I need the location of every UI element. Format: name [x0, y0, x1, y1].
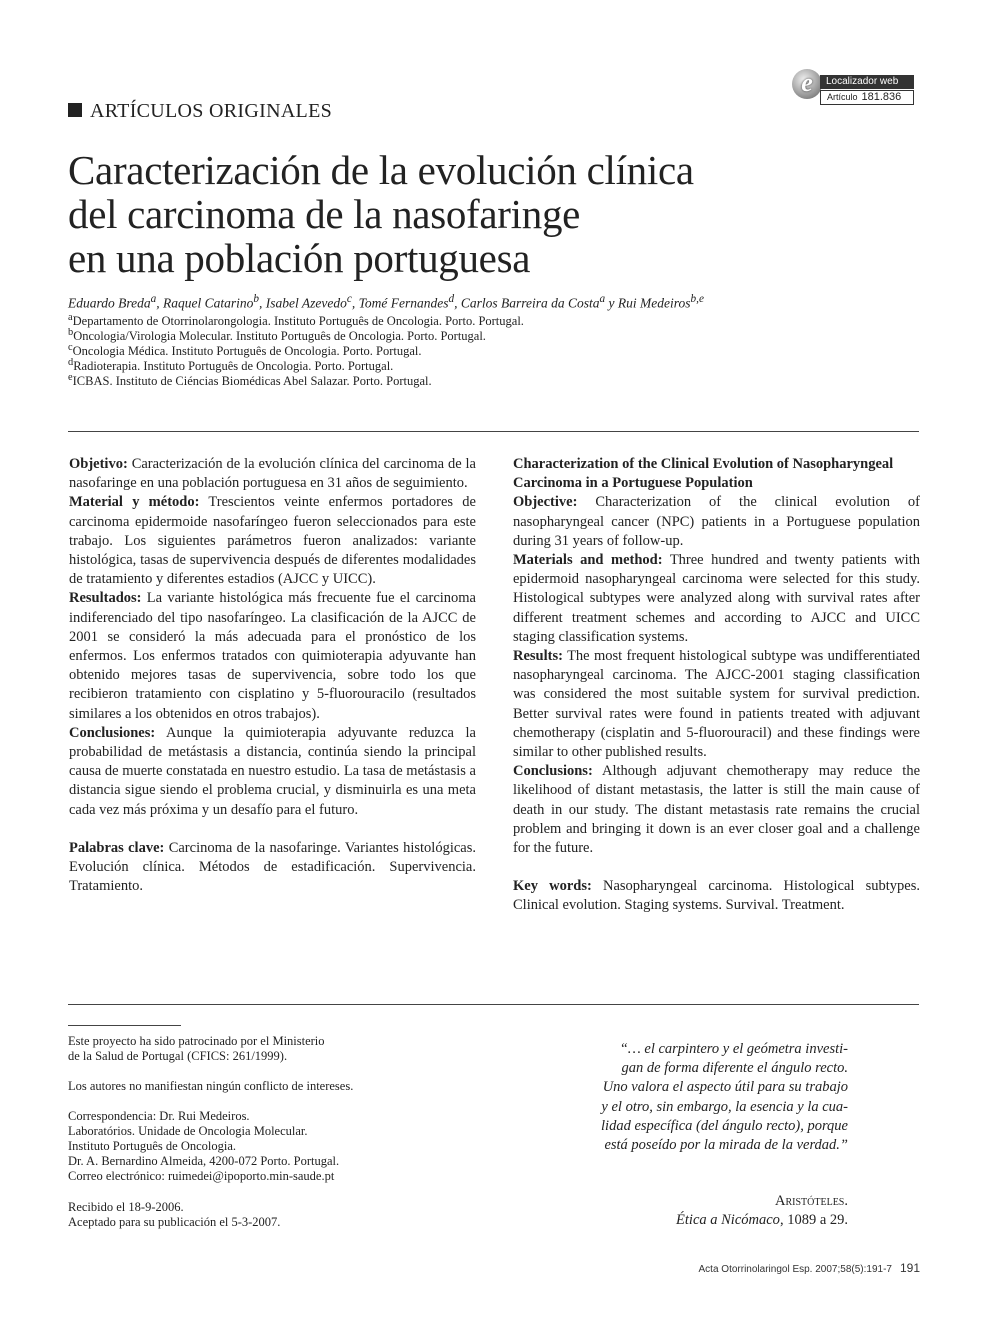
- abstract-label: Material y método:: [69, 494, 200, 511]
- correspondence-note: [68, 1109, 339, 1184]
- affiliation-text: ICBAS. Instituto de Ciéncias Biomédicas Abel Salazar. Porto. Portugal.: [72, 374, 432, 389]
- affiliation-text: Departamento de Otorrinolarongologia. Instituto Português de Oncologia. Porto. Portugal.: [72, 314, 524, 329]
- affiliation-sup: d: [68, 357, 74, 368]
- affiliation-text: Oncologia Médica. Instituto Português de Oncologia. Porto. Portugal.: [72, 344, 422, 359]
- received-date: Recibido el 18-9-2006.: [68, 1200, 184, 1214]
- quote-line: y el otro, sin embargo, la esencia y la cua-: [601, 1098, 848, 1115]
- article-title: [68, 148, 828, 280]
- funding-note: [68, 1034, 325, 1064]
- quote-work-ref: , 1089 a 29.: [779, 1212, 848, 1228]
- abstract-methods: [513, 551, 920, 647]
- journal-citation: Acta Otorrinolaringol Esp. 2007;58(5):191-7: [698, 1264, 892, 1275]
- author-sup: b: [253, 293, 259, 305]
- section-heading: [68, 100, 332, 123]
- quote-work-title: Ética a Nicómaco: [676, 1212, 780, 1228]
- section-label: ARTÍCULOS ORIGINALES: [90, 100, 333, 122]
- author-name: Eduardo Breda: [68, 295, 151, 311]
- footnote-rule: [68, 1025, 181, 1026]
- abstract-spanish: [69, 455, 476, 896]
- square-bullet-icon: [68, 103, 82, 117]
- quote-author: Aristóteles.: [775, 1193, 848, 1209]
- author-name: Isabel Azevedo: [265, 295, 347, 311]
- abstract-text: Caracterización de la evolución clínica del carcinoma de la nasofaringe en una población portuguesa en 31 años de seguimiento.: [69, 456, 476, 492]
- affiliation-sup: a: [68, 312, 73, 323]
- affiliation: [68, 370, 432, 389]
- abstract-objective: [513, 493, 920, 551]
- abstract-label: Palabras clave:: [69, 839, 165, 856]
- e-logo-icon: e: [792, 69, 822, 99]
- abstract-label: Conclusiones:: [69, 724, 156, 741]
- article-number: 181.836: [861, 91, 902, 103]
- abstract-label: Materials and method:: [513, 552, 663, 569]
- author-name: Rui Medeiros: [617, 295, 691, 311]
- journal-footer: [620, 1261, 920, 1275]
- abstract-keywords: [69, 839, 476, 897]
- affiliation-sup: c: [68, 342, 73, 353]
- correspondence-email: Correo electrónico: ruimedei@ipoporto.min-saude.pt: [68, 1169, 335, 1183]
- funding-line: de la Salud de Portugal (CFICS: 261/1999).: [68, 1049, 288, 1063]
- top-divider: [68, 431, 919, 432]
- abstract-label: Objective:: [513, 494, 578, 511]
- web-locator-badge: [790, 68, 916, 108]
- epigraph-quote: [570, 1040, 848, 1155]
- accepted-date: Aceptado para su publicación el 5-3-2007.: [68, 1215, 281, 1229]
- author-name: Tomé Fernandes: [358, 295, 449, 311]
- title-line: del carcinoma de la nasofaringe: [68, 191, 581, 237]
- title-line: Caracterización de la evolución clínica: [68, 147, 694, 193]
- abstract-text: Although adjuvant chemotherapy may reduce the likelihood of distant metastasis, the latter is still the main cause of death in our study. The distant metastasis rate remains the crucial problem and bringing it down is an ever closer goal and a challenge for the future.: [513, 763, 921, 857]
- conflict-note: Los autores no manifiestan ningún conflicto de intereses.: [68, 1079, 354, 1093]
- abstract-label: Resultados:: [69, 590, 142, 607]
- abstract-label: Results:: [513, 648, 563, 665]
- abstract-results: [69, 589, 476, 723]
- abstract-text: Three hundred and twenty patients with epidermoid nasopharyngeal carcinoma were selected for this study. Histological subtypes were analyzed along with survival rates after different treatment schemes and according to AJCC and UICC staging classification systems.: [513, 552, 920, 645]
- abstract-text: La variante histológica más frecuente fue el carcinoma indiferenciado del tipo nasofaríngeo. La clasificación de la AJCC de 2001 se consideró la más adecuada para el pronóstico de los enfermos. Los enfermos tratados con quimioterapia adyuvante han obtenido mejores tasas de supervivencia, sobre todo los que recibieron tratamiento con cisplatino y 5-fluorouracilo (resultados similares a los obtenidos en otros trabajos).: [69, 590, 476, 722]
- correspondence-line: Instituto Português de Oncologia.: [68, 1139, 237, 1153]
- dates-note: [68, 1200, 280, 1230]
- correspondence-line: Dr. A. Bernardino Almeida, 4200-072 Porto. Portugal.: [68, 1154, 340, 1168]
- abstract-text: Nasopharyngeal carcinoma. Histological subtypes. Clinical evolution. Staging systems. Survival. Treatment.: [513, 878, 920, 914]
- bottom-divider: [68, 1004, 919, 1005]
- quote-source: [570, 1212, 848, 1229]
- correspondence-line: Correspondencia: Dr. Rui Medeiros.: [68, 1109, 250, 1123]
- quote-line: gan de forma diferente el ángulo recto.: [621, 1060, 848, 1077]
- abstract-text: Trescientos veinte enfermos portadores de carcinoma epidermoide nasofaríngeo fueron seleccionados para este trabajo. Los siguientes parámetros fueron analizados: variante histológica, tasas de supervivencia después de diferentes modalidades de tratamiento y diferentes estadios (AJCC y UICC).: [69, 494, 476, 588]
- abstract-objective: [69, 455, 476, 493]
- abstract-keywords: [513, 877, 920, 915]
- quote-line: lidad específica (del ángulo recto), porque: [601, 1117, 848, 1134]
- title-line: en una población portuguesa: [68, 235, 531, 281]
- quote-line: está poseído por la mirada de la verdad.”: [604, 1137, 848, 1154]
- author-sup: b,e: [690, 293, 704, 305]
- abstract-label: Conclusions:: [513, 763, 593, 780]
- page-number: 191: [899, 1261, 920, 1275]
- affiliation-sup: e: [68, 372, 73, 383]
- author-name: Carlos Barreira da Costa: [460, 295, 600, 311]
- abstract-text: Carcinoma de la nasofaringe. Variantes histológicas. Evolución clínica. Métodos de estadificación. Supervivencia. Tratamiento.: [69, 839, 476, 895]
- funding-line: Este proyecto ha sido patrocinado por el Ministerio: [68, 1034, 325, 1048]
- abstract-text: Aunque la quimioterapia adyuvante reduzca la probabilidad de metástasis a distancia, continúa siendo la principal causa de muerte constatada en nuestro estudio. La tasa de metástasis a distancia sigue siendo el problema crucial, y disminuirla es una meta cada vez más próxima y un desafío para el futuro.: [69, 724, 476, 818]
- abstract-label: Objetivo:: [69, 456, 128, 472]
- affiliation-sup: b: [68, 327, 74, 338]
- quote-line: “… el carpintero y el geómetra investi-: [619, 1041, 848, 1057]
- author-conjunction: y: [608, 295, 615, 311]
- author-sup: a: [599, 293, 606, 305]
- affiliation-text: Radioterapia. Instituto Português de Oncologia. Porto. Portugal.: [73, 359, 394, 374]
- correspondence-line: Laboratórios. Unidade de Oncologia Molecular.: [68, 1124, 308, 1138]
- author-name: Raquel Catarino: [163, 295, 254, 311]
- english-title: Characterization of the Clinical Evolution of Nasopharyngeal Carcinoma in a Portuguese Population: [513, 456, 894, 492]
- abstract-label: Key words:: [513, 878, 592, 895]
- abstract-methods: [69, 493, 476, 589]
- abstract-results: [513, 647, 920, 762]
- article-label: Artículo: [827, 92, 858, 102]
- abstract-conclusions: [69, 724, 476, 820]
- article-number-box: [820, 90, 914, 105]
- abstract-conclusions: [513, 762, 920, 858]
- author-sup: a: [150, 293, 157, 305]
- abstract-text: Characterization of the clinical evolution of nasopharyngeal cancer (NPC) patients in a Portuguese population during 31 years of follow-up.: [513, 494, 921, 549]
- quote-line: Uno valora el aspecto útil para su trabajo: [602, 1079, 848, 1096]
- abstract-text: The most frequent histological subtype was undifferentiated nasopharyngeal carcinoma. The AJCC-2001 staging classification was considered the most suitable system for survival prediction. Better survival rates were found in patients treated with adjuvant chemotherapy (cisplatin and 5-fluorouracil) and these findings were similar to other published results.: [513, 648, 920, 761]
- abstract-english: [513, 455, 920, 916]
- author-sup: d: [448, 293, 455, 305]
- author-list: Eduardo Breda$^a$, Raquel Catarino$^b$, Isabel Azevedo$^c$, Tomé Fernandes$^d$, Carlos Barreira da Costa$^a$ y Rui Medeiros$^{b,e}$: [68, 293, 704, 311]
- author-sup: c: [346, 293, 352, 305]
- locator-label: Localizador web: [820, 75, 914, 89]
- affiliation-text: Oncologia/Virologia Molecular. Instituto Português de Oncologia. Porto. Portugal.: [73, 329, 486, 344]
